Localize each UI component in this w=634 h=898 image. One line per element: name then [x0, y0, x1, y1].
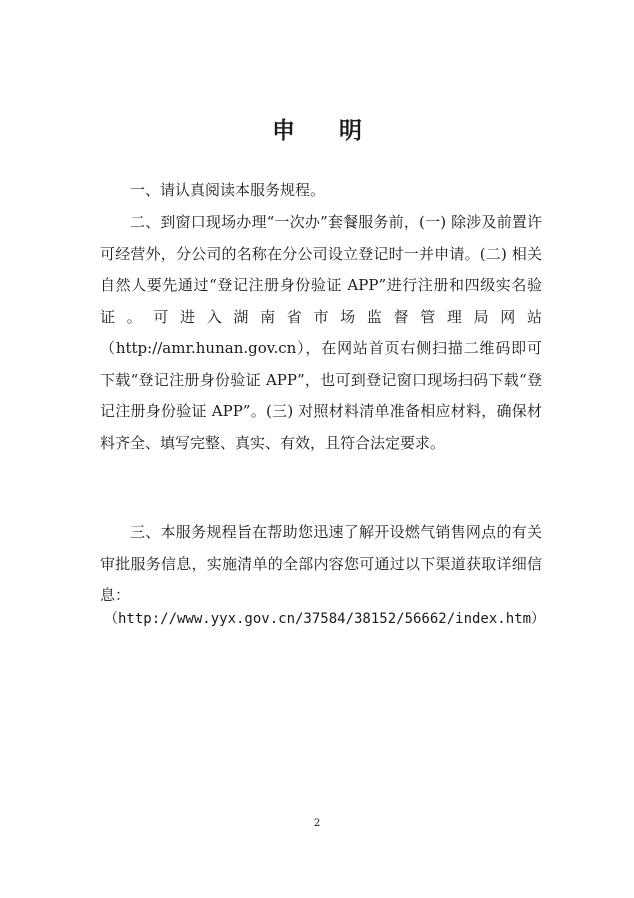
paragraph-3: 三、本服务规程旨在帮助您迅速了解开设燃气销售网点的有关审批服务信息，实施清单的全部内容您可通过以下渠道获取详细信息：: [100, 523, 542, 604]
page-title: 申 明: [271, 118, 380, 144]
paragraph-1: 一、请认真阅读本服务规程。: [130, 181, 326, 199]
info-link[interactable]: （http://www.yyx.gov.cn/37584/38152/56662/index.htm）: [104, 611, 546, 627]
page-number: 2: [313, 818, 321, 829]
paragraph-2: 二、到窗口现场办理“一次办”套餐服务前，(一) 除涉及前置许可经营外，分公司的名称在分公司设立登记时一并申请。(二) 相关自然人要先通过“登记注册身份验证 APP”进行注册和四级实名验证。可进入湖南省市场监督管理局网站（http://amr.hunan.gov.cn），在网站首页右侧扫描二维码即可下载“登记注册身份验证 APP”，也可到登记窗口现场扫码下载“登记注册身份验证 APP”。(三) 对照材料清单准备相应材料，确保材料齐全、填写完整、真实、有效，且符合法定要求。: [100, 213, 542, 452]
